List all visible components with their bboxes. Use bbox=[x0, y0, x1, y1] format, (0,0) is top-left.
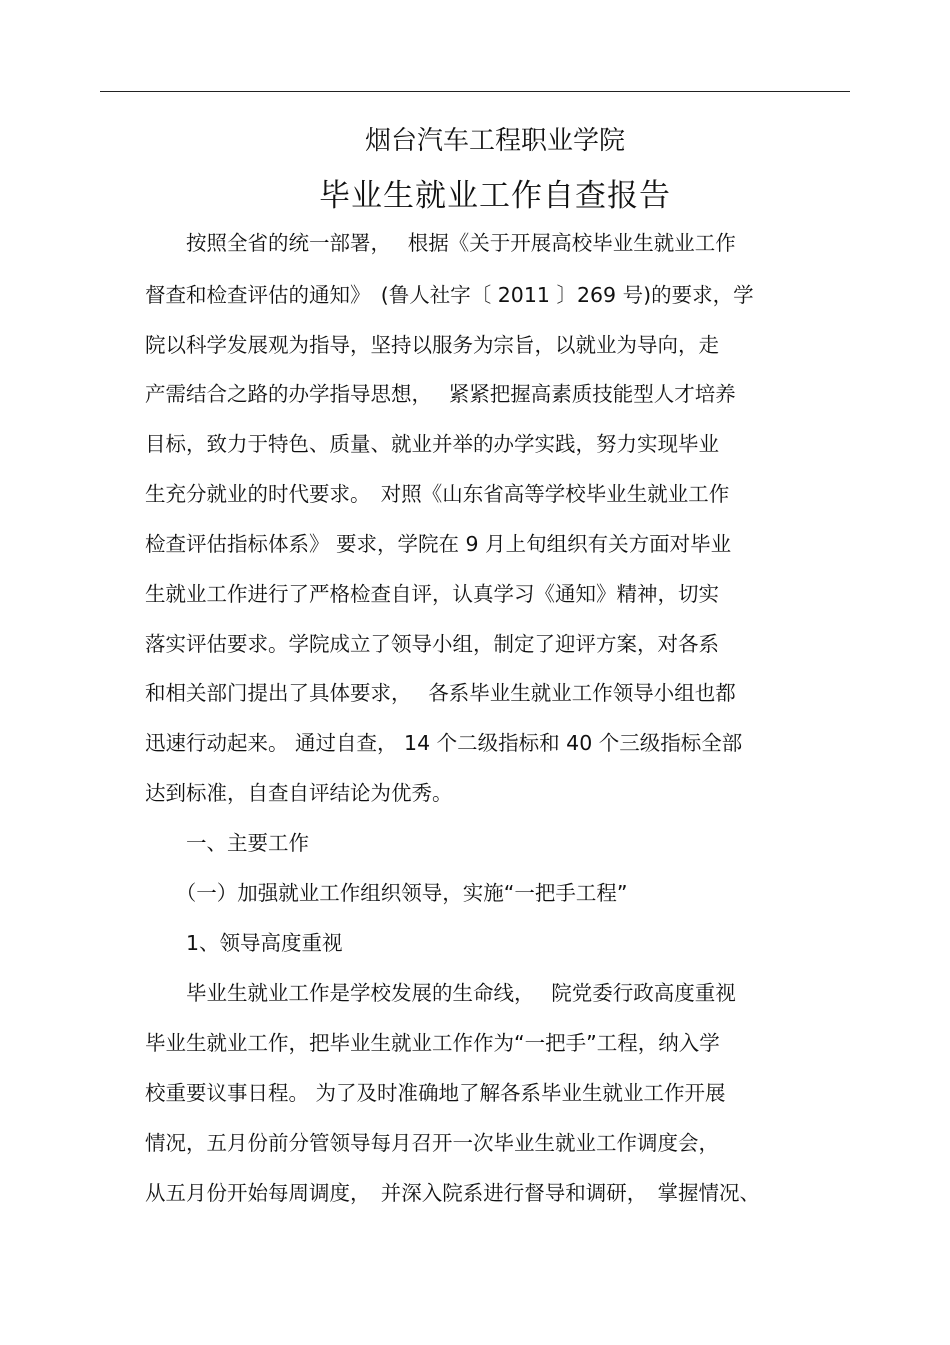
document-report-title: 毕业生就业工作自查报告 bbox=[319, 178, 671, 214]
section-heading: 一、主要工作 bbox=[145, 831, 309, 855]
body-line: 情况，五月份前分管领导每月召开一次毕业生就业工作调度会， bbox=[145, 1131, 719, 1155]
header-rule bbox=[100, 91, 850, 92]
body-line: 达到标准，自查自评结论为优秀。 bbox=[145, 781, 453, 805]
body-line: 产需结合之路的办学指导思想， 紧紧把握高素质技能型人才培养 bbox=[145, 382, 736, 406]
body-line: 毕业生就业工作，把毕业生就业工作作为“一把手”工程，纳入学 bbox=[145, 1031, 720, 1055]
item-heading: 1、领导高度重视 bbox=[145, 931, 343, 955]
body-line: 检查评估指标体系》 要求，学院在 9 月上旬组织有关方面对毕业 bbox=[145, 532, 732, 556]
body-line: 生充分就业的时代要求。 对照《山东省高等学校毕业生就业工作 bbox=[145, 482, 730, 506]
body-line: 落实评估要求。学院成立了领导小组，制定了迎评方案，对各系 bbox=[145, 632, 719, 656]
body-line: 毕业生就业工作是学校发展的生命线， 院党委行政高度重视 bbox=[145, 981, 736, 1005]
body-line: 从五月份开始每周调度， 并深入院系进行督导和调研， 掌握情况、 bbox=[145, 1181, 760, 1205]
body-line: 和相关部门提出了具体要求， 各系毕业生就业工作领导小组也都 bbox=[145, 681, 736, 705]
body-line: 迅速行动起来。 通过自查， 14 个二级指标和 40 个三级指标全部 bbox=[145, 731, 743, 755]
body-line: 督查和检查评估的通知》 (鲁人社字〔 2011 〕269 号)的要求，学 bbox=[145, 283, 754, 307]
subsection-heading: （一）加强就业工作组织领导，实施“一把手工程” bbox=[145, 881, 628, 905]
body-line: 校重要议事日程。 为了及时准确地了解各系毕业生就业工作开展 bbox=[145, 1081, 726, 1105]
body-line: 生就业工作进行了严格检查自评，认真学习《通知》精神，切实 bbox=[145, 582, 719, 606]
body-line: 按照全省的统一部署， 根据《关于开展高校毕业生就业工作 bbox=[145, 231, 736, 255]
document-org-title: 烟台汽车工程职业学院 bbox=[364, 126, 625, 156]
body-line: 院以科学发展观为指导，坚持以服务为宗旨，以就业为导向，走 bbox=[145, 333, 719, 357]
body-line: 目标，致力于特色、质量、就业并举的办学实践，努力实现毕业 bbox=[145, 432, 719, 456]
